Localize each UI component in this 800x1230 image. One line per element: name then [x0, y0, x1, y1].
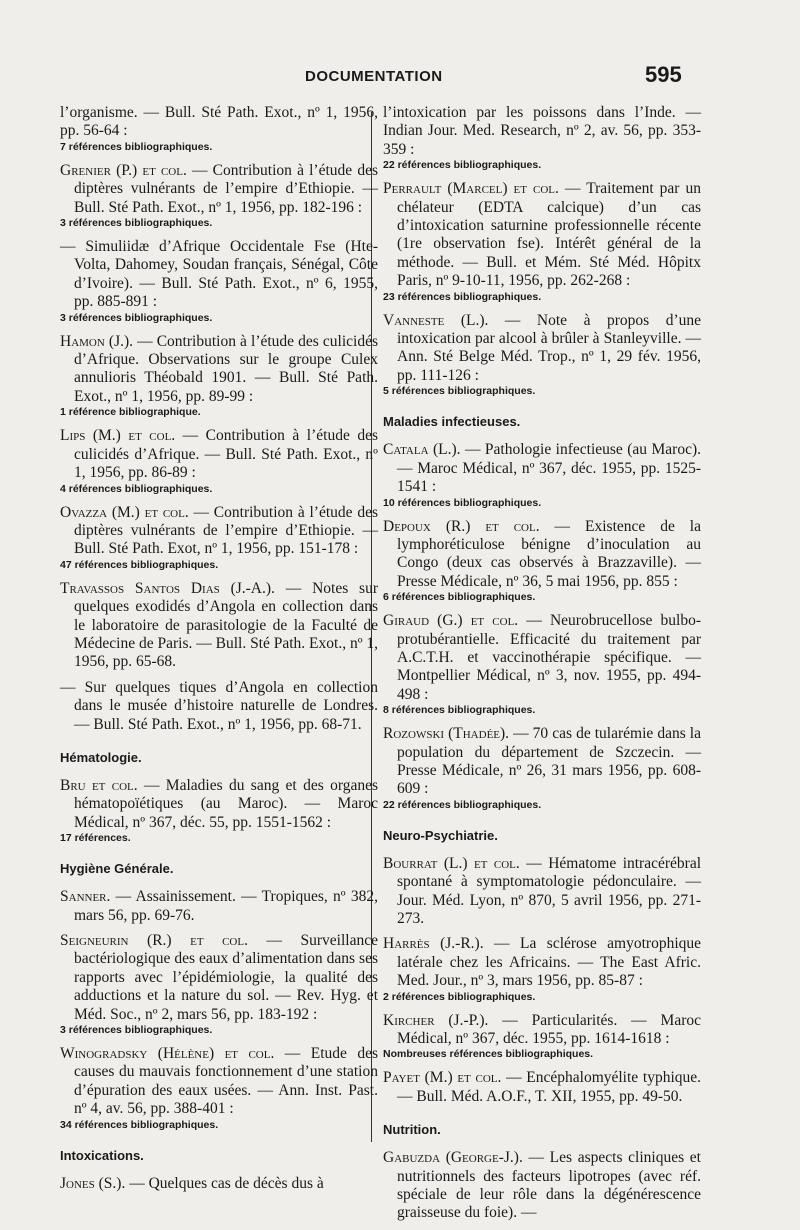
entry-body: l’intoxication par les poissons dans l’Inde. — Indian Jour. Med. Research, nº 2, av. 56, pp. 353-359 : [383, 104, 701, 158]
entry-body: — Notes sur quelques exodidés d’Angola en collection dans le laboratoire de parasitologie de la Faculté de Médecine de Paris. — Bull. Sté Path. Exot., nº 1, 1956, pp. 65-68. [74, 579, 379, 671]
entry-text [383, 612, 701, 704]
bibliography-entry [60, 1175, 378, 1193]
bibliography-entry [383, 855, 701, 929]
entry-body: — Surveillance bactériologique des eaux d’alimentation dans ses rapports avec l’épidémiologie, la qualité des adductions et la nature du sol. — Rev. Hyg. et Méd. Soc., nº 2, mars 56, pp. 183-192 : [74, 932, 378, 1023]
entry-body: — Etude des causes du mauvais fonctionnement d’une station d’épuration des eaux usées. — Ann. Inst. Past. nº 4, av. 56, pp. 388-401 : [74, 1045, 378, 1118]
entry-text [383, 725, 701, 799]
bibliography-entry [60, 1045, 378, 1132]
entry-text [60, 504, 378, 559]
entry-text [60, 1175, 378, 1193]
bibliography-entry [383, 612, 701, 717]
references-count: 2 références bibliographiques. [383, 990, 536, 1003]
bibliography-entry [60, 888, 378, 925]
entry-body: — Simuliidæ d’Afrique Occidentale Fse (Hte-Volta, Dahomey, Soudan français, Sénégal, Côte d’Ivoire). — Bull. Sté Path. Exot., nº 6, 1955, pp. 885-891 : [60, 238, 378, 311]
bibliography-entry [60, 162, 378, 230]
section-heading: Neuro-Psychiatrie. [383, 827, 498, 843]
entry-author: Harrès (J.-R.). [383, 935, 484, 953]
entry-body: l’organisme. — Bull. Sté Path. Exot., nº 1, 1956, pp. 56-64 : [60, 104, 378, 140]
entry-author: Giraud (G.) et col. [383, 612, 519, 630]
bibliography-entry [60, 504, 378, 572]
entry-text [383, 104, 701, 159]
references-count: 34 références bibliographiques. [60, 1118, 219, 1131]
entry-author: Winogradsky (Hélène) et col. [60, 1045, 275, 1063]
references-count: 1 référence bibliographique. [60, 406, 201, 419]
bibliography-entry [383, 441, 701, 509]
references-count: 10 références bibliographiques. [383, 496, 542, 509]
section-heading: Hématologie. [60, 749, 142, 765]
entry-body: — Contribution à l’étude des diptères vulnérants de l’empire d’Ethiopie. — Bull. Sté Path. Exot., nº 1, 1956, pp. 182-196 : [74, 161, 378, 216]
left-column [60, 104, 378, 1200]
entry-text [60, 333, 378, 407]
bibliography-entry [60, 580, 378, 672]
entry-text [383, 855, 701, 929]
entry-text [60, 777, 378, 832]
entry-author: Bru et col. [60, 776, 138, 794]
entry-body: — Pathologie infectieuse (au Maroc). — Maroc Médical, nº 367, déc. 1955, pp. 1525-1541 : [397, 441, 701, 496]
entry-text [383, 312, 701, 386]
entry-body: — Note à propos d’une intoxication par alcool à brûler à Stanleyville. — Ann. Sté Belge Méd. Trop., nº 1, 29 fév. 1956, pp. 111-126 : [397, 311, 701, 384]
references-count: 5 références bibliographiques. [383, 385, 536, 398]
entry-author: Depoux (R.) et col. [383, 517, 540, 535]
entry-author: Hamon (J.). [60, 332, 134, 350]
entry-text [60, 238, 378, 312]
references-count: 22 références bibliographiques. [383, 159, 542, 172]
entry-body: — Neurobrucellose bulbo-protubérantielle. Efficacité du traitement par A.C.T.H. et vaccinothérapie spécifique. — Montpellier Médical, nº 3, nov. 1955, pp. 494-498 : [397, 612, 701, 703]
bibliography-entry [60, 427, 378, 495]
entry-continuation [60, 104, 378, 154]
bibliography-entry [60, 932, 378, 1037]
entry-text [60, 679, 378, 734]
running-title: DOCUMENTATION [305, 68, 443, 85]
bibliography-entry [383, 725, 701, 812]
entry-author: Payet (M.) et col. [383, 1069, 502, 1087]
entry-text [383, 935, 701, 990]
entry-body: — Hématome intracérébral spontané à symptomatologie pédonculaire. — Jour. Méd. Lyon, nº 870, 5 avril 1956, pp. 271-273. [397, 854, 701, 927]
entry-author: Lips (M.) et col. [60, 427, 176, 445]
entry-text [60, 427, 378, 482]
entry-body: — Traitement par un chélateur (EDTA calcique) d’un cas d’intoxication saturnine professionnelle récente (1re observation fse). Intérêt général de la méthode. — Bull. et Mém. Sté Méd. Hôpitx Paris, nº 9-10-11, 1956, pp. 262-268 : [397, 180, 701, 290]
entry-body: — Contribution à l’étude des culicidés d’Afrique. Observations sur le groupe Culex annulioris Théobald 1901. — Bull. Sté Path. Exot., nº 1, 1956, pp. 89-99 : [74, 332, 378, 405]
bibliography-entry [383, 1069, 701, 1106]
entry-text [60, 580, 378, 672]
entry-body: — La sclérose amyotrophique latérale chez les Africains. — The East Afric. Med. Jour., nº 3, mars 1956, pp. 85-87 : [397, 935, 702, 990]
section-heading: Hygiène Générale. [60, 861, 174, 877]
page-header [0, 62, 800, 92]
references-count: 3 références bibliographiques. [60, 217, 213, 230]
bibliography-entry [60, 777, 378, 845]
entry-author: Vanneste (L.). [383, 311, 489, 329]
references-count: 6 références bibliographiques. [383, 591, 536, 604]
entry-author: Catala (L.). [383, 441, 461, 459]
page-number: 595 [645, 62, 682, 87]
entry-text [60, 1045, 378, 1119]
entry-body: — Particularités. — Maroc Médical, nº 367, déc. 1955, pp. 1614-1618 : [397, 1011, 701, 1048]
bibliography-entry [60, 238, 378, 325]
references-count: Nombreuses références bibliographiques. [383, 1048, 594, 1061]
entry-continuation [383, 104, 701, 172]
references-count: 4 références bibliographiques. [60, 482, 213, 495]
section-heading: Nutrition. [383, 1122, 441, 1138]
section-heading: Maladies infectieuses. [383, 414, 521, 430]
entry-author: Sanner. [60, 888, 111, 906]
entry-author: Grenier (P.) et col. [60, 161, 187, 179]
references-count: 17 références. [60, 832, 131, 845]
entry-body: — Contribution à l’étude des culicidés d’Afrique. — Bull. Sté Path. Exot., nº 1, 1956, pp. 86-89 : [74, 427, 378, 482]
entry-body: — Assainissement. — Tropiques, nº 382, mars 56, pp. 69-76. [74, 888, 378, 924]
bibliography-entry [383, 935, 701, 1003]
entry-author: Gabuzda (George-J.). [383, 1149, 523, 1167]
entry-text [383, 1012, 701, 1049]
references-count: 23 références bibliographiques. [383, 290, 542, 303]
right-column [383, 104, 701, 1230]
entry-text [383, 1149, 701, 1223]
bibliography-entry [383, 180, 701, 303]
bibliography-entry [60, 333, 378, 420]
entry-body: — Existence de la lymphoréticulose bénigne d’inoculation au Congo (deux cas observés à Brazzaville). — Presse Médicale, nº 36, 5 mai 1956, pp. 855 : [397, 517, 701, 590]
entry-text [60, 162, 378, 217]
entry-author: Rozowski (Thadée). [383, 725, 510, 743]
entry-author: Bourrat (L.) et col. [383, 854, 520, 872]
entry-author: Travassos Santos Dias (J.-A.). [60, 579, 275, 597]
entry-author: Ovazza (M.) et col. [60, 503, 189, 521]
bibliography-entry [383, 518, 701, 605]
bibliography-entry [383, 312, 701, 399]
entry-body: — Encéphalomyélite typhique. — Bull. Méd. A.O.F., T. XII, 1955, pp. 49-50. [397, 1069, 702, 1105]
references-count: 22 références bibliographiques. [383, 798, 542, 811]
entry-body: — Les aspects cliniques et nutritionnels des facteurs lipotropes (avec réf. spéciale de leur rôle dans la dégénérescence graisseuse du foie). — [397, 1149, 701, 1222]
entry-text [383, 180, 701, 290]
entry-text [60, 104, 378, 141]
entry-author: Seigneurin (R.) et col. [60, 932, 248, 949]
entry-text [383, 518, 701, 592]
entry-author: Jones (S.). [60, 1174, 126, 1192]
entry-body: — Contribution à l’étude des diptères vulnérants de l’empire d’Ethiopie. — Bull. Sté Path. Exot, nº 1, 1956, pp. 151-178 : [74, 503, 378, 558]
entry-author: Kircher (J.-P.). [383, 1011, 489, 1029]
entry-text [383, 441, 701, 496]
references-count: 7 références bibliographiques. [60, 140, 213, 153]
entry-body: — Maladies du sang et des organes hématopoïétiques (au Maroc). — Maroc Médical, nº 367, déc. 55, pp. 1551-1562 : [74, 776, 379, 831]
entry-text [60, 932, 378, 1024]
entry-author: Perrault (Marcel) et col. [383, 180, 559, 198]
entry-body: — Quelques cas de décès dus à [125, 1174, 324, 1192]
bibliography-entry [60, 679, 378, 734]
references-count: 47 références bibliographiques. [60, 558, 219, 571]
entry-body: — 70 cas de tularémie dans la population du département de Szczecin. — Presse Médicale, nº 26, 31 mars 1956, pp. 608-609 : [397, 725, 701, 798]
references-count: 3 références bibliographiques. [60, 311, 213, 324]
bibliography-entry [383, 1149, 701, 1223]
entry-text [383, 1069, 701, 1106]
entry-text [60, 888, 378, 925]
references-count: 3 références bibliographiques. [60, 1024, 213, 1037]
section-heading: Intoxications. [60, 1147, 144, 1163]
references-count: 8 références bibliographiques. [383, 704, 536, 717]
entry-body: — Sur quelques tiques d’Angola en collection dans le musée d’histoire naturelle de Londres. — Bull. Sté Path. Exot., nº 1, 1956, pp. 68-71. [60, 678, 378, 733]
bibliography-entry [383, 1012, 701, 1062]
